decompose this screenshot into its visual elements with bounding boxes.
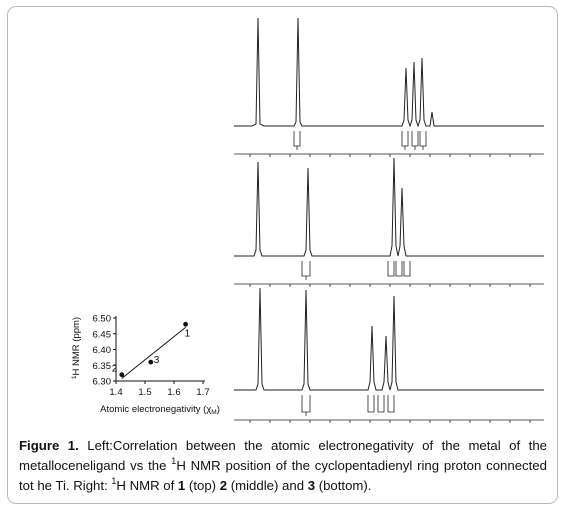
chart-axes — [116, 316, 205, 381]
x-tick-label: 1.7 — [196, 387, 210, 398]
data-point-label: 2 — [111, 363, 118, 375]
caption-text-6: (bottom). — [315, 478, 372, 493]
chart-marks — [112, 322, 191, 379]
chart-x-axis-label — [100, 404, 220, 416]
trend-line — [122, 327, 186, 378]
y-label-sup: 1 — [71, 375, 78, 380]
y-tick-label: 6.45 — [92, 329, 111, 341]
caption-sup-1: 1 — [171, 455, 177, 466]
x-tick-label: 1.5 — [138, 387, 152, 398]
data-point-label: 1 — [184, 328, 191, 340]
x-label-prefix: Atomic electronegativity ( — [100, 404, 207, 415]
data-point-label: 3 — [153, 355, 160, 367]
y-tick-label: 6.40 — [92, 345, 111, 356]
x-label-suffix: ) — [216, 404, 220, 415]
y-tick-label: 6.35 — [92, 360, 111, 372]
x-tick-label: 1.6 — [167, 387, 181, 398]
caption-sup-2: 1 — [111, 475, 117, 486]
data-point — [119, 372, 124, 377]
caption-text-5: (middle) and — [227, 478, 308, 493]
data-point — [183, 322, 188, 327]
y-label-text: H NMR (ppm) — [71, 316, 82, 376]
caption-text-4: (top) — [185, 478, 220, 493]
compound-3-label: 3 — [307, 478, 316, 493]
figure-label: Figure 1. — [19, 438, 79, 453]
compound-2-label: 2 — [219, 478, 228, 493]
caption-text-1: Left:Correlation between the atomic electronegativity of the metal of the metalloceneligand vs the — [19, 438, 547, 473]
figure-caption — [19, 436, 547, 496]
chart-y-axis-label — [71, 317, 82, 379]
y-tick-label: 6.50 — [92, 313, 111, 325]
caption-text-2: H NMR position of the cyclopentadienyl ring proton connected tot he Ti. Right: — [19, 458, 547, 493]
x-label-sub: M — [211, 409, 217, 416]
data-point — [148, 360, 153, 365]
y-tick-label: 6.30 — [92, 376, 111, 388]
x-label-symbol: χ — [206, 404, 212, 415]
chart-ticks — [93, 314, 210, 399]
caption-text-3: H NMR of — [116, 478, 178, 493]
x-tick-label: 1.4 — [109, 387, 123, 398]
compound-1-label: 1 — [177, 478, 186, 493]
